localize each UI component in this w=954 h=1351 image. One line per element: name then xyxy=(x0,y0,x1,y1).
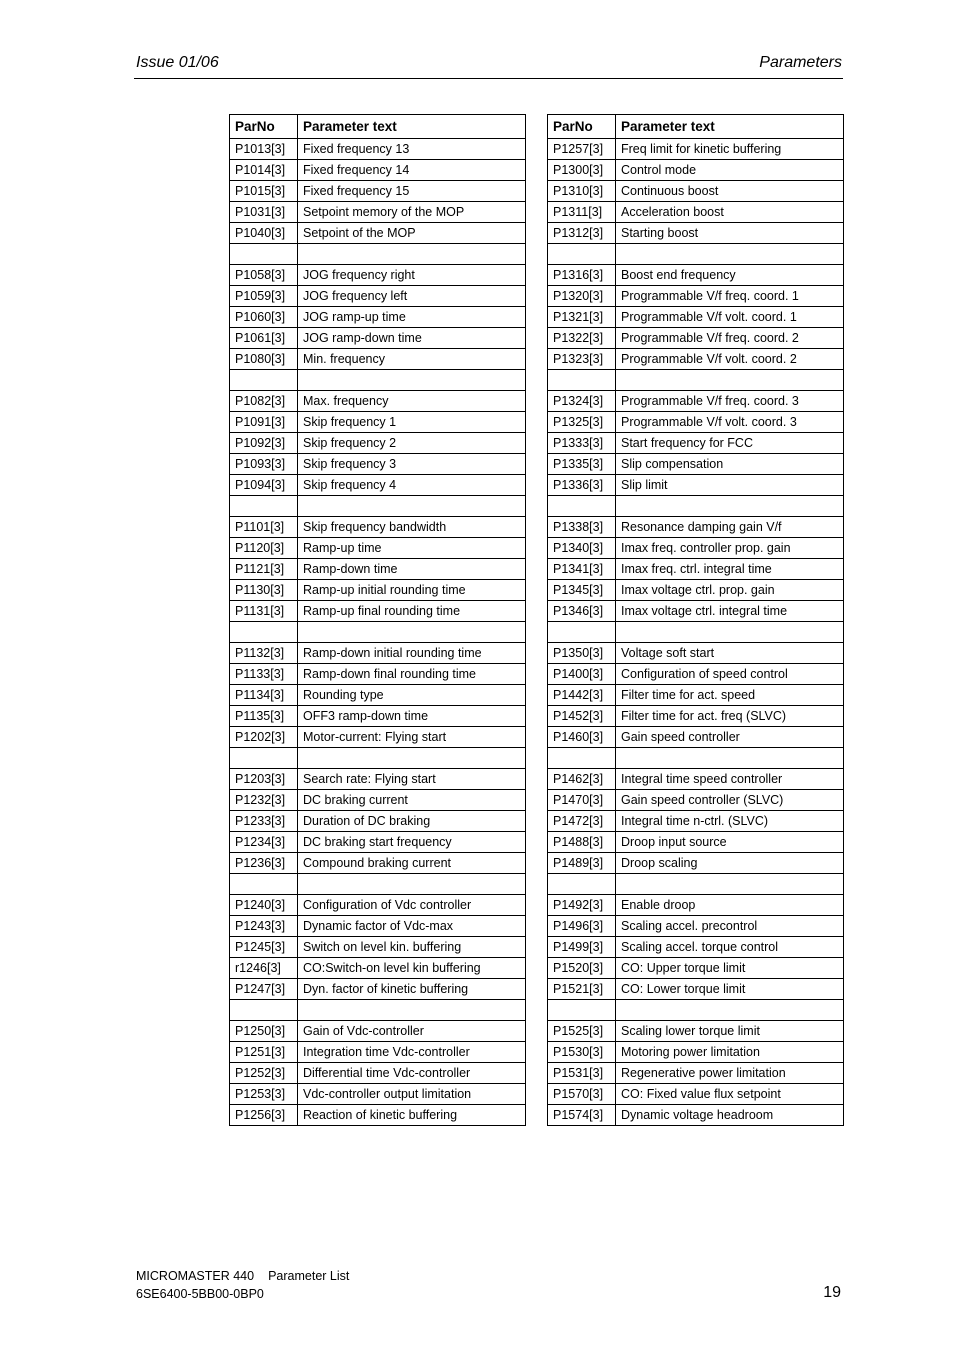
parno-cell: P1462[3] xyxy=(548,769,616,790)
parameter-text-cell: Droop input source xyxy=(616,832,844,853)
parameter-text-cell: Imax freq. controller prop. gain xyxy=(616,538,844,559)
parameter-text-cell: Dynamic voltage headroom xyxy=(616,1105,844,1126)
parameter-text-cell xyxy=(616,1000,844,1021)
parno-cell: P1345[3] xyxy=(548,580,616,601)
parno-cell xyxy=(230,244,298,265)
parameter-text-cell xyxy=(298,244,526,265)
spacer-row xyxy=(230,874,526,895)
parno-cell: P1316[3] xyxy=(548,265,616,286)
parameter-text-cell: Resonance damping gain V/f xyxy=(616,517,844,538)
parno-cell: P1525[3] xyxy=(548,1021,616,1042)
parno-cell xyxy=(548,496,616,517)
parameter-text-cell: Skip frequency 2 xyxy=(298,433,526,454)
table-row xyxy=(230,895,526,916)
parno-cell: P1082[3] xyxy=(230,391,298,412)
parameter-text-cell: Filter time for act. freq (SLVC) xyxy=(616,706,844,727)
parameter-text-cell: Start frequency for FCC xyxy=(616,433,844,454)
parno-cell: P1243[3] xyxy=(230,916,298,937)
parno-cell: P1460[3] xyxy=(548,727,616,748)
table-row xyxy=(548,958,844,979)
table-row xyxy=(230,454,526,475)
parameter-text-cell: OFF3 ramp-down time xyxy=(298,706,526,727)
table-row xyxy=(548,1042,844,1063)
parameter-text-cell: Boost end frequency xyxy=(616,265,844,286)
parameter-text-cell: Ramp-down initial rounding time xyxy=(298,643,526,664)
parno-cell: P1250[3] xyxy=(230,1021,298,1042)
parno-cell: P1240[3] xyxy=(230,895,298,916)
parameter-table-left xyxy=(229,114,526,1126)
table-row xyxy=(548,1063,844,1084)
table-row xyxy=(230,790,526,811)
table-row xyxy=(230,160,526,181)
parameter-text-cell: Dyn. factor of kinetic buffering xyxy=(298,979,526,1000)
parno-cell: P1094[3] xyxy=(230,475,298,496)
table-row xyxy=(548,580,844,601)
parameter-text-cell: Gain speed controller (SLVC) xyxy=(616,790,844,811)
parno-cell: P1472[3] xyxy=(548,811,616,832)
parameter-text-cell: Integral time n-ctrl. (SLVC) xyxy=(616,811,844,832)
parameter-text-cell: Ramp-up time xyxy=(298,538,526,559)
spacer-row xyxy=(548,496,844,517)
parameter-text-cell: Setpoint of the MOP xyxy=(298,223,526,244)
table-row xyxy=(230,328,526,349)
parameter-text-cell: Gain speed controller xyxy=(616,727,844,748)
parno-cell: P1251[3] xyxy=(230,1042,298,1063)
parameter-text-cell: CO: Fixed value flux setpoint xyxy=(616,1084,844,1105)
parno-cell: P1245[3] xyxy=(230,937,298,958)
footer-order-number: 6SE6400-5BB00-0BP0 xyxy=(136,1287,264,1301)
parno-cell: P1120[3] xyxy=(230,538,298,559)
column-header-parameter-text: Parameter text xyxy=(298,115,526,139)
parameter-text-cell: Starting boost xyxy=(616,223,844,244)
table-row xyxy=(230,391,526,412)
parameter-text-cell: Skip frequency 1 xyxy=(298,412,526,433)
table-row xyxy=(548,139,844,160)
parno-cell: P1031[3] xyxy=(230,202,298,223)
parameter-text-cell: JOG frequency right xyxy=(298,265,526,286)
parameter-text-cell: Continuous boost xyxy=(616,181,844,202)
table-row xyxy=(548,832,844,853)
parameter-text-cell: Search rate: Flying start xyxy=(298,769,526,790)
table-row xyxy=(230,517,526,538)
parameter-text-cell: CO: Lower torque limit xyxy=(616,979,844,1000)
parameter-text-cell: Ramp-down time xyxy=(298,559,526,580)
parameter-text-cell: Reaction of kinetic buffering xyxy=(298,1105,526,1126)
parno-cell: P1470[3] xyxy=(548,790,616,811)
parameter-text-cell: Imax voltage ctrl. prop. gain xyxy=(616,580,844,601)
table-row xyxy=(548,1105,844,1126)
parno-cell: P1492[3] xyxy=(548,895,616,916)
parameter-text-cell: CO:Switch-on level kin buffering xyxy=(298,958,526,979)
table-row xyxy=(230,979,526,1000)
parno-cell: P1530[3] xyxy=(548,1042,616,1063)
parno-cell: P1499[3] xyxy=(548,937,616,958)
table-row xyxy=(548,538,844,559)
parameter-text-cell: Slip compensation xyxy=(616,454,844,475)
parno-cell: P1335[3] xyxy=(548,454,616,475)
parameter-text-cell: Programmable V/f freq. coord. 1 xyxy=(616,286,844,307)
parno-cell: P1101[3] xyxy=(230,517,298,538)
table-row xyxy=(230,349,526,370)
parno-cell: P1015[3] xyxy=(230,181,298,202)
table-row xyxy=(548,1021,844,1042)
table-row xyxy=(230,181,526,202)
parno-cell: P1236[3] xyxy=(230,853,298,874)
parno-cell: P1489[3] xyxy=(548,853,616,874)
table-row xyxy=(548,685,844,706)
parameter-text-cell: JOG ramp-down time xyxy=(298,328,526,349)
table-row xyxy=(548,937,844,958)
parameter-text-cell: Rounding type xyxy=(298,685,526,706)
parno-cell: P1488[3] xyxy=(548,832,616,853)
table-row xyxy=(230,706,526,727)
table-row xyxy=(548,349,844,370)
table-row xyxy=(548,811,844,832)
table-row xyxy=(230,559,526,580)
parno-cell: P1059[3] xyxy=(230,286,298,307)
spacer-row xyxy=(548,748,844,769)
parameter-text-cell: Configuration of speed control xyxy=(616,664,844,685)
parno-cell: P1232[3] xyxy=(230,790,298,811)
parno-cell: P1060[3] xyxy=(230,307,298,328)
parameter-text-cell: Programmable V/f volt. coord. 3 xyxy=(616,412,844,433)
parameter-text-cell: Configuration of Vdc controller xyxy=(298,895,526,916)
parameter-text-cell: Scaling accel. precontrol xyxy=(616,916,844,937)
table-row xyxy=(230,223,526,244)
parameter-text-cell: Skip frequency 4 xyxy=(298,475,526,496)
parameter-text-cell: Acceleration boost xyxy=(616,202,844,223)
table-row xyxy=(230,643,526,664)
parno-cell xyxy=(548,874,616,895)
parno-cell: P1252[3] xyxy=(230,1063,298,1084)
parameter-text-cell xyxy=(298,1000,526,1021)
table-row xyxy=(230,664,526,685)
table-row xyxy=(548,475,844,496)
parameter-text-cell: JOG ramp-up time xyxy=(298,307,526,328)
table-row xyxy=(548,307,844,328)
footer-product-line xyxy=(136,1269,349,1283)
parno-cell: P1130[3] xyxy=(230,580,298,601)
parameter-text-cell: JOG frequency left xyxy=(298,286,526,307)
parameter-text-cell: Fixed frequency 14 xyxy=(298,160,526,181)
table-row xyxy=(548,853,844,874)
parno-cell: P1311[3] xyxy=(548,202,616,223)
parno-cell: P1132[3] xyxy=(230,643,298,664)
table-row xyxy=(548,328,844,349)
parno-cell xyxy=(548,370,616,391)
parno-cell: P1531[3] xyxy=(548,1063,616,1084)
table-row xyxy=(548,559,844,580)
spacer-row xyxy=(548,244,844,265)
parameter-text-cell: Regenerative power limitation xyxy=(616,1063,844,1084)
parameter-text-cell xyxy=(616,748,844,769)
footer-product-name: MICROMASTER 440 xyxy=(136,1269,255,1283)
parameter-text-cell: CO: Upper torque limit xyxy=(616,958,844,979)
parno-cell xyxy=(230,1000,298,1021)
parameter-text-cell: Ramp-down final rounding time xyxy=(298,664,526,685)
parno-cell: P1203[3] xyxy=(230,769,298,790)
table-row xyxy=(548,286,844,307)
parameter-text-cell: Integration time Vdc-controller xyxy=(298,1042,526,1063)
table-row xyxy=(548,979,844,1000)
table-row xyxy=(230,811,526,832)
parameter-text-cell: Fixed frequency 13 xyxy=(298,139,526,160)
parameter-text-cell: Programmable V/f volt. coord. 2 xyxy=(616,349,844,370)
table-row xyxy=(230,769,526,790)
parameter-text-cell xyxy=(298,748,526,769)
table-row xyxy=(548,1084,844,1105)
parno-cell: P1521[3] xyxy=(548,979,616,1000)
table-row xyxy=(230,1021,526,1042)
spacer-row xyxy=(230,622,526,643)
parameter-text-cell: Scaling lower torque limit xyxy=(616,1021,844,1042)
parameter-text-cell xyxy=(616,496,844,517)
parameter-text-cell xyxy=(616,370,844,391)
parameter-text-cell: Skip frequency bandwidth xyxy=(298,517,526,538)
parno-cell: P1346[3] xyxy=(548,601,616,622)
spacer-row xyxy=(230,370,526,391)
parameter-text-cell: Fixed frequency 15 xyxy=(298,181,526,202)
table-row xyxy=(230,475,526,496)
parno-cell: P1135[3] xyxy=(230,706,298,727)
table-row xyxy=(230,1084,526,1105)
table-row xyxy=(230,286,526,307)
spacer-row xyxy=(230,244,526,265)
table-row xyxy=(548,265,844,286)
table-row xyxy=(230,937,526,958)
parno-cell: P1325[3] xyxy=(548,412,616,433)
spacer-row xyxy=(548,622,844,643)
table-header-row xyxy=(230,115,526,139)
table-row xyxy=(230,265,526,286)
spacer-row xyxy=(230,748,526,769)
parno-cell: P1247[3] xyxy=(230,979,298,1000)
table-row xyxy=(230,580,526,601)
parameter-text-cell: Max. frequency xyxy=(298,391,526,412)
parno-cell xyxy=(230,874,298,895)
table-row xyxy=(230,307,526,328)
footer-document-type: Parameter List xyxy=(268,1269,350,1283)
table-row xyxy=(230,916,526,937)
parno-cell: P1310[3] xyxy=(548,181,616,202)
parameter-text-cell: Droop scaling xyxy=(616,853,844,874)
parno-cell xyxy=(230,748,298,769)
table-row xyxy=(230,433,526,454)
parameter-text-cell: Switch on level kin. buffering xyxy=(298,937,526,958)
parno-cell: P1257[3] xyxy=(548,139,616,160)
parameter-table-right xyxy=(547,114,844,1126)
parno-cell: P1336[3] xyxy=(548,475,616,496)
parno-cell xyxy=(548,1000,616,1021)
parameter-text-cell: Filter time for act. speed xyxy=(616,685,844,706)
table-row xyxy=(548,202,844,223)
parno-cell: P1570[3] xyxy=(548,1084,616,1105)
table-row xyxy=(548,664,844,685)
table-row xyxy=(548,895,844,916)
parameter-text-cell: Programmable V/f freq. coord. 2 xyxy=(616,328,844,349)
parameter-text-cell: Imax freq. ctrl. integral time xyxy=(616,559,844,580)
table-row xyxy=(548,601,844,622)
table-row xyxy=(230,139,526,160)
parno-cell: P1091[3] xyxy=(230,412,298,433)
table-row xyxy=(230,1042,526,1063)
parno-cell: P1324[3] xyxy=(548,391,616,412)
table-row xyxy=(548,517,844,538)
table-row xyxy=(230,1105,526,1126)
parameter-text-cell xyxy=(298,874,526,895)
table-row xyxy=(548,706,844,727)
table-row xyxy=(230,202,526,223)
parno-cell: P1080[3] xyxy=(230,349,298,370)
parameter-text-cell: DC braking current xyxy=(298,790,526,811)
parameter-text-cell: Ramp-up final rounding time xyxy=(298,601,526,622)
spacer-row xyxy=(548,370,844,391)
header-section-title: Parameters xyxy=(759,54,842,71)
parameter-text-cell: Skip frequency 3 xyxy=(298,454,526,475)
table-row xyxy=(230,1063,526,1084)
parno-cell: P1312[3] xyxy=(548,223,616,244)
table-row xyxy=(230,538,526,559)
table-row xyxy=(230,958,526,979)
parameter-text-cell: Control mode xyxy=(616,160,844,181)
parameter-text-cell: Motoring power limitation xyxy=(616,1042,844,1063)
column-header-parameter-text: Parameter text xyxy=(616,115,844,139)
parno-cell: P1013[3] xyxy=(230,139,298,160)
parno-cell: P1093[3] xyxy=(230,454,298,475)
header-divider xyxy=(134,78,843,79)
parameter-text-cell: Enable droop xyxy=(616,895,844,916)
table-row xyxy=(548,160,844,181)
parno-cell: P1338[3] xyxy=(548,517,616,538)
parameter-text-cell xyxy=(298,370,526,391)
parameter-text-cell: Vdc-controller output limitation xyxy=(298,1084,526,1105)
table-row xyxy=(230,832,526,853)
table-row xyxy=(548,412,844,433)
parameter-text-cell: Motor-current: Flying start xyxy=(298,727,526,748)
parno-cell: P1322[3] xyxy=(548,328,616,349)
parno-cell: P1400[3] xyxy=(548,664,616,685)
parameter-text-cell: Duration of DC braking xyxy=(298,811,526,832)
parameter-text-cell: Min. frequency xyxy=(298,349,526,370)
parno-cell: P1256[3] xyxy=(230,1105,298,1126)
parameter-text-cell xyxy=(616,244,844,265)
parameter-text-cell: Freq limit for kinetic buffering xyxy=(616,139,844,160)
parno-cell: P1442[3] xyxy=(548,685,616,706)
parno-cell: P1058[3] xyxy=(230,265,298,286)
parno-cell: P1350[3] xyxy=(548,643,616,664)
parno-cell: P1234[3] xyxy=(230,832,298,853)
table-row xyxy=(548,181,844,202)
parameter-text-cell: Gain of Vdc-controller xyxy=(298,1021,526,1042)
parno-cell: P1520[3] xyxy=(548,958,616,979)
parno-cell: r1246[3] xyxy=(230,958,298,979)
header-issue: Issue 01/06 xyxy=(136,54,219,71)
parno-cell: P1202[3] xyxy=(230,727,298,748)
parno-cell: P1040[3] xyxy=(230,223,298,244)
parno-cell: P1134[3] xyxy=(230,685,298,706)
table-row xyxy=(548,727,844,748)
parameter-text-cell: Compound braking current xyxy=(298,853,526,874)
table-row xyxy=(548,769,844,790)
parno-cell: P1452[3] xyxy=(548,706,616,727)
parno-cell: P1340[3] xyxy=(548,538,616,559)
parameter-text-cell: Scaling accel. torque control xyxy=(616,937,844,958)
parno-cell xyxy=(230,496,298,517)
table-row xyxy=(230,412,526,433)
parno-cell: P1496[3] xyxy=(548,916,616,937)
parno-cell: P1333[3] xyxy=(548,433,616,454)
parno-cell: P1133[3] xyxy=(230,664,298,685)
parameter-text-cell: DC braking start frequency xyxy=(298,832,526,853)
table-row xyxy=(548,223,844,244)
parameter-text-cell: Setpoint memory of the MOP xyxy=(298,202,526,223)
parno-cell xyxy=(548,622,616,643)
parameter-text-cell: Slip limit xyxy=(616,475,844,496)
parameter-text-cell: Ramp-up initial rounding time xyxy=(298,580,526,601)
parno-cell: P1233[3] xyxy=(230,811,298,832)
parameter-text-cell: Imax voltage ctrl. integral time xyxy=(616,601,844,622)
parameter-text-cell xyxy=(298,496,526,517)
parno-cell: P1341[3] xyxy=(548,559,616,580)
parno-cell: P1320[3] xyxy=(548,286,616,307)
parameter-text-cell: Voltage soft start xyxy=(616,643,844,664)
parno-cell: P1061[3] xyxy=(230,328,298,349)
spacer-row xyxy=(548,1000,844,1021)
page-number: 19 xyxy=(823,1284,841,1301)
parameter-text-cell: Programmable V/f volt. coord. 1 xyxy=(616,307,844,328)
parno-cell: P1121[3] xyxy=(230,559,298,580)
parameter-text-cell: Programmable V/f freq. coord. 3 xyxy=(616,391,844,412)
table-row xyxy=(548,391,844,412)
parno-cell: P1092[3] xyxy=(230,433,298,454)
table-row xyxy=(548,916,844,937)
column-header-parno: ParNo xyxy=(230,115,298,139)
table-row xyxy=(548,433,844,454)
parno-cell: P1574[3] xyxy=(548,1105,616,1126)
parno-cell xyxy=(230,622,298,643)
parno-cell: P1321[3] xyxy=(548,307,616,328)
table-row xyxy=(230,685,526,706)
table-row xyxy=(548,790,844,811)
parameter-text-cell: Integral time speed controller xyxy=(616,769,844,790)
table-row xyxy=(548,454,844,475)
spacer-row xyxy=(548,874,844,895)
parameter-text-cell: Dynamic factor of Vdc-max xyxy=(298,916,526,937)
parno-cell: P1323[3] xyxy=(548,349,616,370)
parno-cell xyxy=(548,748,616,769)
parameter-text-cell xyxy=(616,874,844,895)
table-header-row xyxy=(548,115,844,139)
parno-cell: P1014[3] xyxy=(230,160,298,181)
parameter-text-cell: Differential time Vdc-controller xyxy=(298,1063,526,1084)
column-header-parno: ParNo xyxy=(548,115,616,139)
parno-cell xyxy=(548,244,616,265)
table-row xyxy=(548,643,844,664)
parno-cell: P1131[3] xyxy=(230,601,298,622)
spacer-row xyxy=(230,1000,526,1021)
parno-cell xyxy=(230,370,298,391)
parameter-text-cell xyxy=(298,622,526,643)
table-row xyxy=(230,601,526,622)
spacer-row xyxy=(230,496,526,517)
parno-cell: P1253[3] xyxy=(230,1084,298,1105)
parameter-text-cell xyxy=(616,622,844,643)
table-row xyxy=(230,727,526,748)
table-row xyxy=(230,853,526,874)
parno-cell: P1300[3] xyxy=(548,160,616,181)
